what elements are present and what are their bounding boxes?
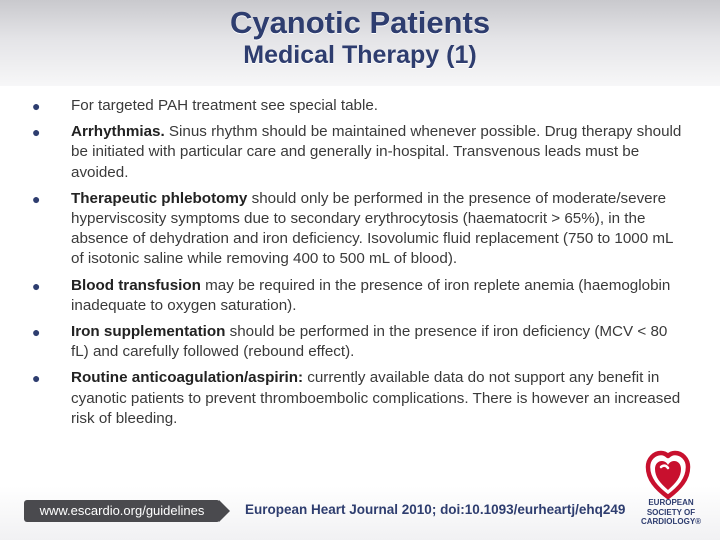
bullet-list: [28, 96, 683, 435]
bullet-dot-icon: ●: [32, 370, 41, 387]
bullet-item: [28, 189, 683, 270]
slide-title: Cyanotic Patients: [229, 5, 491, 40]
guidelines-link[interactable]: www.escardio.org/guidelines: [24, 500, 220, 522]
bullet-dot-icon: ●: [32, 277, 41, 294]
bullet-text: should be performed in the presence if iron deficiency (MCV < 80 fL) and carefully followed (rebound effect).: [71, 323, 668, 361]
slide-subtitle: Medical Therapy (1): [243, 41, 477, 69]
bullet-bold: Arrhythmias.: [71, 123, 165, 141]
chevron-right-icon: [219, 500, 230, 522]
bullet-dot-icon: ●: [32, 324, 41, 341]
bullet-text: currently available data do not support any benefit in cyanotic patients to prevent thromboembolic complications. There is however an increased risk of bleeding.: [71, 369, 681, 427]
heart-logo-icon: [644, 450, 692, 500]
citation: European Heart Journal 2010; doi:10.1093/eurheartj/ehq249: [245, 502, 626, 517]
bullet-bold: Therapeutic phlebotomy: [71, 189, 248, 207]
bullet-item: [28, 96, 683, 116]
bullet-bold: Blood transfusion: [71, 276, 201, 294]
bullet-text: should only be performed in the presence of moderate/severe hyperviscosity symptoms due to secondary erythrocytosis (haematocrit > 65%), in the absence of dehydration and iron deficiency. Isovolumic fluid replacement (750 to 1000 mL of isotonic saline while removing 400 to 500 mL of blood).: [71, 189, 673, 268]
bullet-dot-icon: ●: [32, 124, 41, 141]
bullet-item: [28, 368, 683, 429]
bullet-dot-icon: ●: [32, 190, 41, 207]
bullet-text: may be required in the presence of iron replete anemia (haemoglobin inadequate to oxygen saturation).: [71, 276, 671, 314]
bullet-bold: Iron supplementation: [71, 323, 226, 341]
bullet-item: [28, 122, 683, 183]
bullet-text: For targeted PAH treatment see special table.: [71, 97, 378, 114]
bullet-item: [28, 276, 683, 316]
bullet-text: Sinus rhythm should be maintained whenever possible. Drug therapy should be initiated with particular care and generally in-hospital. Transvenous leads must be avoided.: [71, 123, 682, 181]
logo-text: EUROPEAN SOCIETY OF CARDIOLOGY®: [640, 498, 702, 526]
bullet-bold: Routine anticoagulation/aspirin:: [71, 369, 304, 387]
bullet-item: [28, 322, 683, 362]
bullet-dot-icon: ●: [32, 98, 41, 114]
